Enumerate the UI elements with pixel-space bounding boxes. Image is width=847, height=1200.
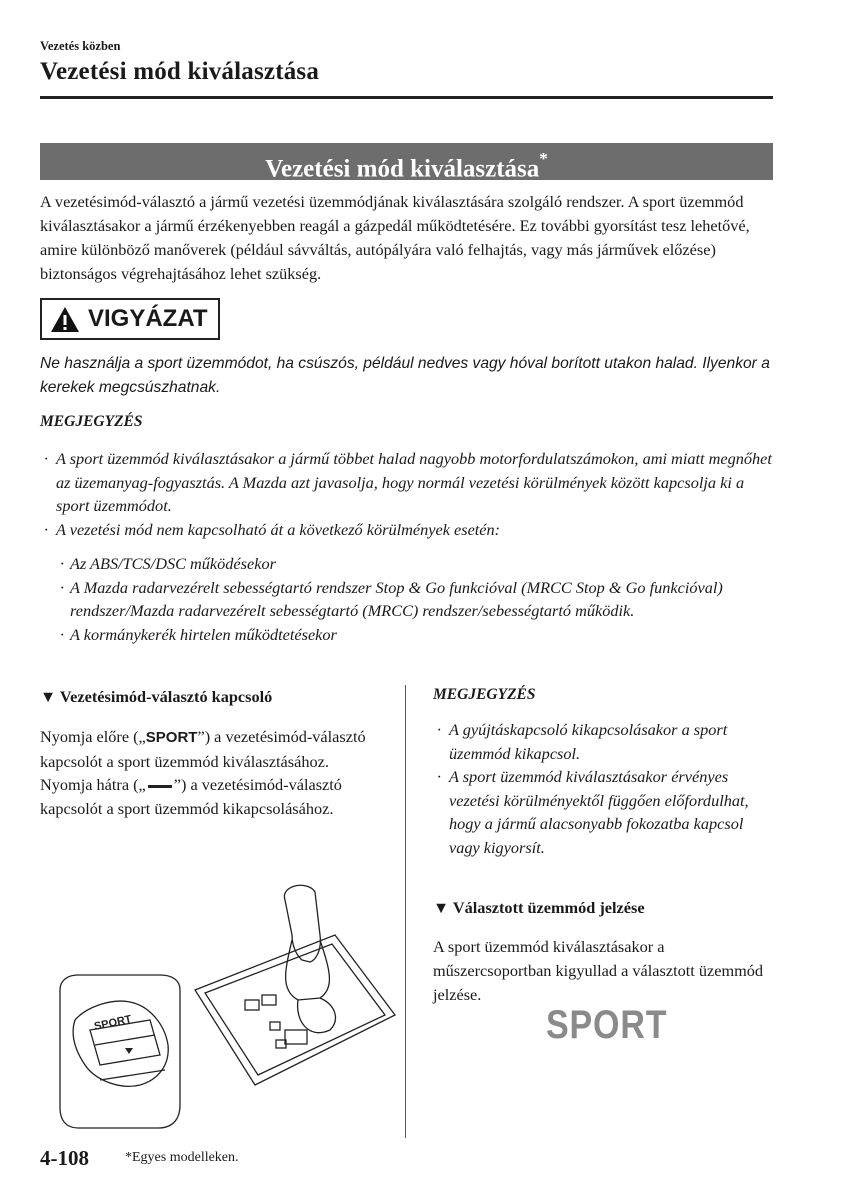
note-list-right xyxy=(433,718,773,859)
note-heading: MEGJEGYZÉS xyxy=(40,413,143,430)
note-list xyxy=(40,447,773,646)
asterisk-mark: * xyxy=(539,149,548,168)
indicator-description: A sport üzemmód kiválasztásakor a műszercsoportban kigyullad a választott üzemmód jelzése. xyxy=(433,937,764,1004)
caution-box xyxy=(40,298,220,340)
note-sub-bullet: · Az ABS/TCS/DSC működésekor xyxy=(40,552,773,576)
page-number: 4-108 xyxy=(40,1146,89,1170)
sport-indicator-icon: SPORT xyxy=(546,1003,668,1047)
note-bullet: · A sport üzemmód kiválasztásakor a jármű többet halad nagyobb motorfordulatszámokon, ami miatt megnőhet az üzemanyag-fogyasztás. A Mazda azt javasolja, hogy normál vezetési körülmények között kapcsolja ki a sport üzemmódot. xyxy=(40,447,773,518)
section-title: Vezetési mód kiválasztása xyxy=(265,155,540,183)
warning-triangle-icon xyxy=(50,306,80,333)
footnote: *Egyes modelleken. xyxy=(125,1150,239,1165)
gear-selector-illustration xyxy=(40,880,400,1140)
switch-label: SPORT xyxy=(93,1013,133,1033)
note-bullet: · A sport üzemmód kiválasztásakor érvényes vezetési körülményektől függően előfordulhat, hogy a jármű alacsonyabb fokozatba kapcsol vagy kigyorsít. xyxy=(433,765,773,859)
sport-label: SPORT xyxy=(145,729,198,746)
section-title-bar xyxy=(40,143,773,183)
breadcrumb: Vezetés közben xyxy=(40,39,121,53)
indicator-heading: ▼ Választott üzemmód jelzése xyxy=(433,898,645,917)
note-sub-bullet: · A kormánykerék hirtelen működtetésekor xyxy=(40,623,773,647)
note-sub-bullet: · A Mazda radarvezérelt sebességtartó rendszer Stop & Go funkcióval (MRCC Stop & Go funkcióval) rendszer/Mazda radarvezérelt sebességtartó (MRCC) rendszer/sebességtartó működik. xyxy=(40,576,773,623)
note-bullet: · A vezetési mód nem kapcsolható át a következő körülmények esetén: xyxy=(40,518,773,542)
note-bullet: · A gyújtáskapcsoló kikapcsolásakor a sport üzemmód kikapcsol. xyxy=(433,718,773,765)
caution-text: Ne használja a sport üzemmódot, ha csúszós, például nedves vagy hóval borított utakon halad. Ilyenkor a kerekek megcsúszhatnak. xyxy=(40,355,770,396)
switch-description xyxy=(40,725,390,820)
switch-heading: ▼ Vezetésimód-választó kapcsoló xyxy=(40,687,273,706)
column-divider xyxy=(405,685,406,1138)
switch-back-text: Nyomja hátra („ ”) a vezetésimód-választó kapcsolót a sport üzemmód kikapcsolásához. xyxy=(40,775,342,818)
dash-symbol xyxy=(148,785,172,788)
note-heading-right: MEGJEGYZÉS xyxy=(433,686,536,703)
intro-paragraph: A vezetésimód-választó a jármű vezetési üzemmódjának kiválasztására szolgáló rendszer. A sport üzemmód kiválasztásakor a jármű érzékenyebben reagál a gázpedál működtetésére. Ez további gyorsítást tesz lehetővé, amire különböző manőverek (például sávváltás, autópályára való felhajtás, vagy más járművek előzése) biztonságos végrehajtásához lehet szükség. xyxy=(40,192,750,283)
switch-forward-text: Nyomja előre („SPORT”) a vezetésimód-választó kapcsolót a sport üzemmód kiválasztásához. xyxy=(40,727,366,771)
title-rule xyxy=(40,96,773,99)
caution-label: VIGYÁZAT xyxy=(88,305,208,332)
page-title: Vezetési mód kiválasztása xyxy=(40,58,320,85)
